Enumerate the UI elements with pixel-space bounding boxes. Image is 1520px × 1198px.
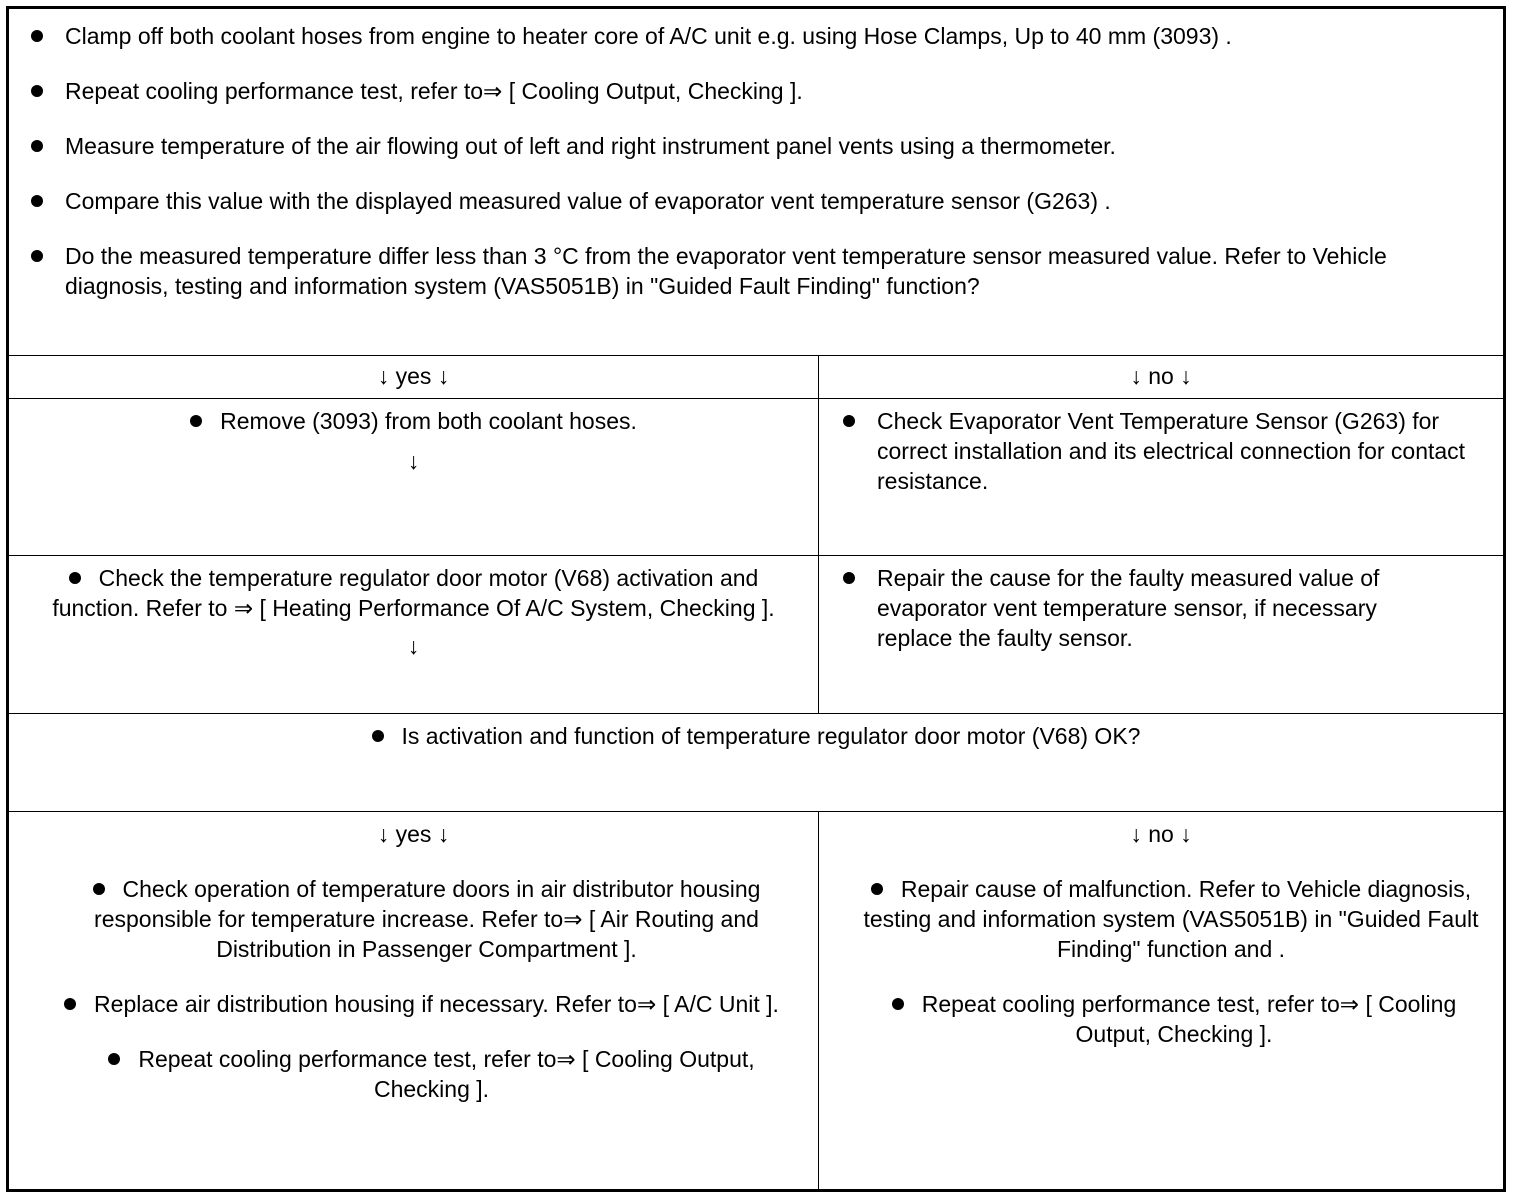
- question2-row: [9, 714, 1503, 812]
- intro-step-text: Clamp off both coolant hoses from engine to heater core of A/C unit e.g. using Hose Clamps, Up to 40 mm (3093) .: [65, 23, 1232, 49]
- bullet-icon: [843, 572, 855, 584]
- branch2-yes-step: [9, 1019, 818, 1104]
- branch1-yes-step2: [9, 556, 818, 623]
- intro-step-text: Repeat cooling performance test, refer to⇒ [ Cooling Output, Checking ].: [65, 78, 803, 104]
- intro-step: [31, 131, 1483, 161]
- branch2-yes-cell: [9, 812, 819, 1189]
- branch2-no-label: ↓ no ↓: [1130, 821, 1192, 847]
- procedure-table: [6, 6, 1506, 1192]
- branch1-label-row: [9, 356, 1503, 399]
- branch1-yes-step1: [9, 399, 818, 436]
- branch2-no-step-text: Repeat cooling performance test, refer to⇒ [ Cooling Output, Checking ].: [921, 991, 1457, 1047]
- down-arrow-icon: ↓: [407, 633, 420, 659]
- branch1-yes-label: ↓ yes ↓: [377, 363, 450, 389]
- branch1-no-step1-cell: [819, 399, 1503, 555]
- branch1-no-step1-text: Check Evaporator Vent Temperature Sensor (G263) for correct installation and its electrical connection for contact resistance.: [877, 408, 1466, 494]
- branch1-no-label: ↓ no ↓: [1130, 363, 1192, 389]
- intro-step-text: Do the measured temperature differ less than 3 °C from the evaporator vent temperature sensor measured value. Refer to Vehicle diagnosis, testing and information system (VAS5051B) in "Guided Fault Finding" function?: [65, 243, 1387, 299]
- branch1-no-label-cell: [819, 356, 1503, 398]
- intro-step: [31, 241, 1483, 301]
- bullet-icon: [871, 883, 883, 895]
- branch1-row-b: [9, 556, 1503, 714]
- branch2-yes-step: [9, 964, 818, 1019]
- down-arrow-icon: ↓: [407, 448, 420, 474]
- bullet-icon: [190, 415, 202, 427]
- bullet-icon: [843, 415, 855, 427]
- branch1-yes-step1-cell: [9, 399, 819, 555]
- branch1-yes-label-cell: [9, 356, 819, 398]
- intro-step: [31, 21, 1483, 51]
- branch2-no-step: [819, 849, 1503, 964]
- branch2-yes-label: ↓ yes ↓: [377, 821, 450, 847]
- intro-step: [31, 186, 1483, 216]
- branch2-yes-step-text: Check operation of temperature doors in air distributor housing responsible for temperature increase. Refer to⇒ [ Air Routing and Distribution in Passenger Compartment ].: [94, 876, 761, 962]
- branch1-yes-step2-text: Check the temperature regulator door motor (V68) activation and function. Refer to ⇒ [ Heating Performance Of A/C System, Checking ].: [52, 565, 775, 621]
- question2: [9, 714, 1503, 751]
- bullet-icon: [31, 85, 43, 97]
- branch1-row-a: [9, 399, 1503, 556]
- bullet-icon: [93, 883, 105, 895]
- branch1-no-step2-cell: [819, 556, 1503, 713]
- bullet-icon: [892, 998, 904, 1010]
- bullet-icon: [108, 1053, 120, 1065]
- branch2-yes-step-text: Replace air distribution housing if necessary. Refer to⇒ [ A/C Unit ].: [94, 991, 779, 1017]
- branch2-no-step: [819, 964, 1503, 1049]
- bullet-icon: [64, 998, 76, 1010]
- bullet-icon: [31, 195, 43, 207]
- branch2-no-step-text: Repair cause of malfunction. Refer to Vehicle diagnosis, testing and information system (VAS5051B) in "Guided Fault Finding" function and .: [863, 876, 1479, 962]
- intro-section: [9, 9, 1503, 356]
- branch1-no-step1: [843, 406, 1493, 496]
- bullet-icon: [372, 730, 384, 742]
- intro-step: [31, 76, 1483, 106]
- bullet-icon: [69, 572, 81, 584]
- branch1-yes-step2-cell: [9, 556, 819, 713]
- bullet-icon: [31, 250, 43, 262]
- bullet-icon: [31, 30, 43, 42]
- branch1-no-step2-text: Repair the cause for the faulty measured value of evaporator vent temperature sensor, if necessary replace the faulty sensor.: [877, 565, 1380, 651]
- branch2-no-cell: [819, 812, 1503, 1189]
- intro-step-text: Compare this value with the displayed measured value of evaporator vent temperature sensor (G263) .: [65, 188, 1111, 214]
- question2-text: Is activation and function of temperature regulator door motor (V68) OK?: [401, 723, 1141, 749]
- intro-step-list: [31, 21, 1483, 301]
- branch1-no-step2: [843, 563, 1443, 653]
- bullet-icon: [31, 140, 43, 152]
- branch2-yes-step-text: Repeat cooling performance test, refer to⇒ [ Cooling Output, Checking ].: [138, 1046, 755, 1102]
- branch1-yes-step1-text: Remove (3093) from both coolant hoses.: [220, 408, 637, 434]
- branch2-yes-step: [9, 849, 818, 964]
- branch2-row: [9, 812, 1503, 1189]
- intro-step-text: Measure temperature of the air flowing out of left and right instrument panel vents using a thermometer.: [65, 133, 1116, 159]
